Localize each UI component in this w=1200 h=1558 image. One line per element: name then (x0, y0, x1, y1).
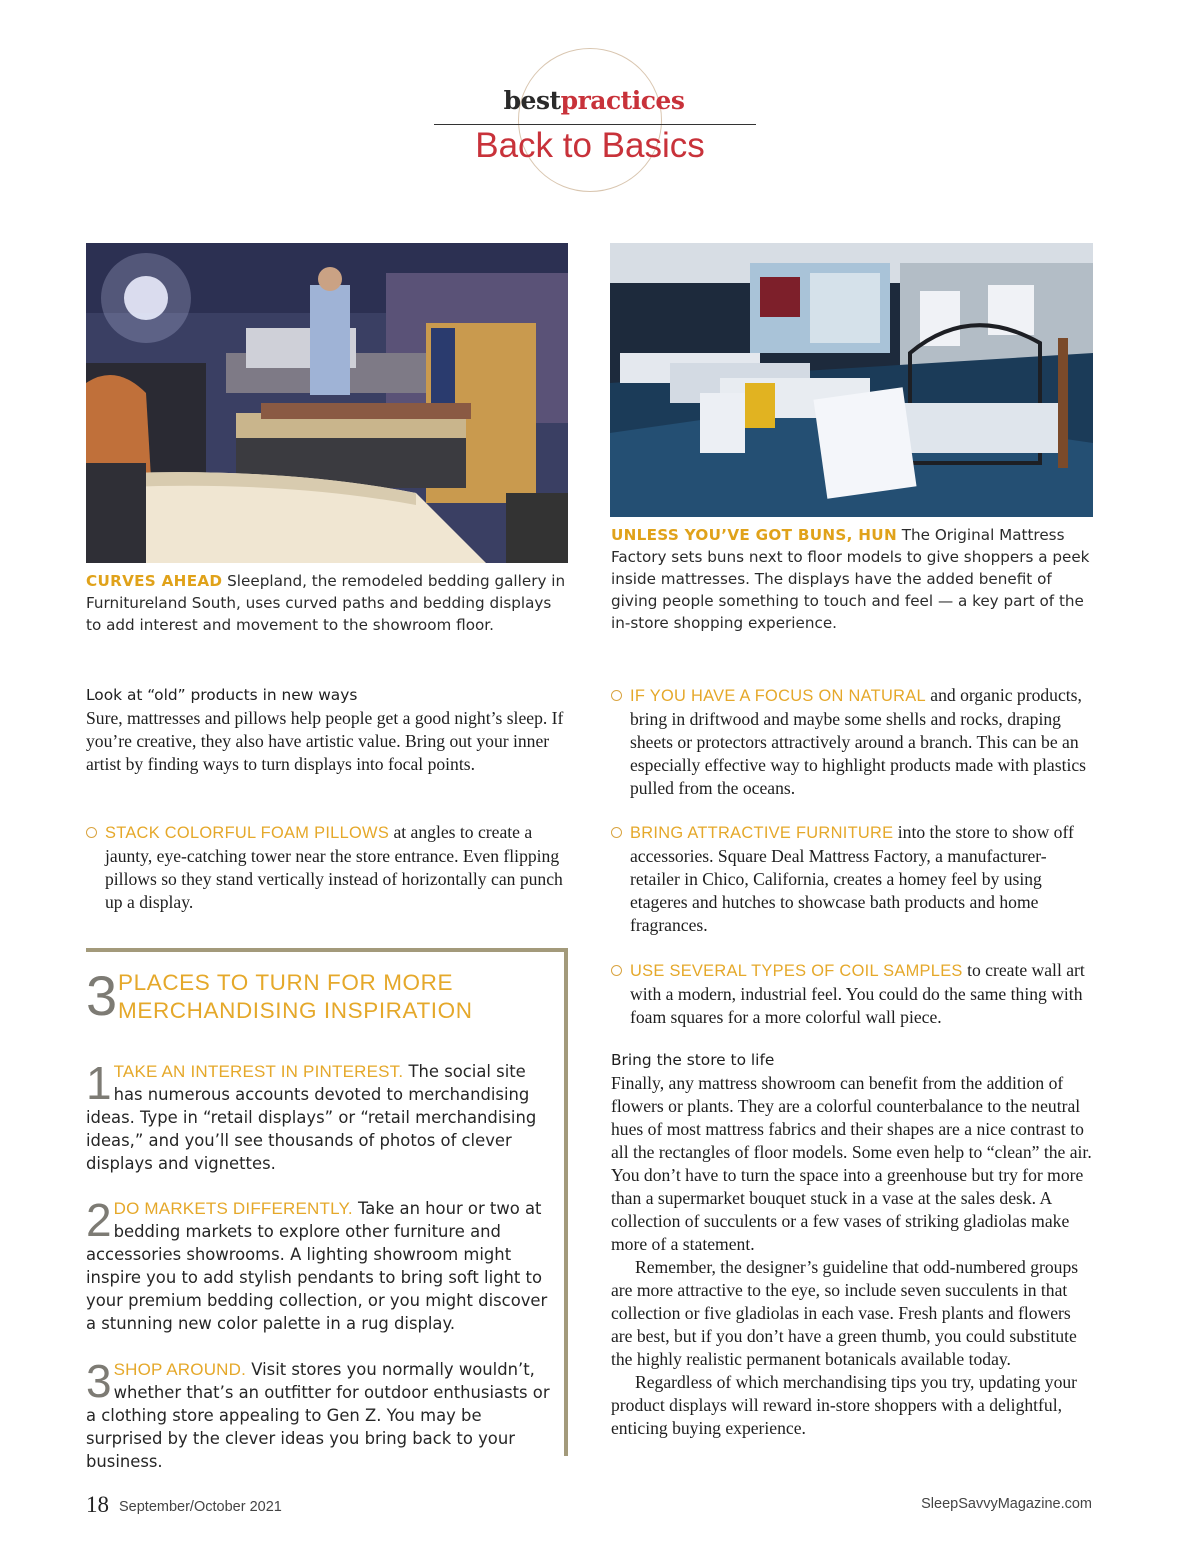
sidebar-item-lead: SHOP AROUND. (113, 1360, 247, 1379)
kicker-best: best (503, 86, 561, 115)
bullet-circle-icon (611, 690, 622, 701)
bullet-circle-icon (611, 965, 622, 976)
tip-lead: USE SEVERAL TYPES OF COIL SAMPLES (630, 962, 963, 980)
paragraph-conclusion: Regardless of which merchandising tips you try, updating your product displays will reward in-store shoppers with a delightful, enticing buying experience. (611, 1372, 1078, 1438)
sidebar-item-digit: 2 (86, 1194, 112, 1246)
sidebar-title-line1: PLACES TO TURN FOR MORE (118, 970, 454, 995)
caption-left-lead: CURVES AHEAD (86, 572, 223, 590)
subhead-old-products: Look at “old” products in new ways (86, 686, 358, 704)
sidebar-item-text: The social site has numerous accounts devoted to merchandising ideas. Type in “retail displays” or “retail merchandising ideas,” and you’ll see thousands of photos of clever displays and vignettes. (86, 1062, 537, 1173)
sidebar-title (118, 969, 538, 1025)
caption-right-text: The Original Mattress Factory sets buns next to floor models to give shoppers a peek inside mattresses. The displays have the added benefit of giving people something to touch and feel — a key part of the in-store shopping experience. (611, 526, 1090, 632)
page-header (0, 0, 1200, 200)
tip-text: into the store to show off accessories. Square Deal Mattress Factory, a manufacturer-retailer in Chico, California, creates a homey feel by using etageres and hutches to showcase bath products and home fragrances. (630, 822, 1074, 935)
bullet-circle-icon (86, 827, 97, 838)
tip-natural-focus (611, 684, 1093, 800)
sidebar-item-pinterest (86, 1057, 556, 1175)
sidebar-item-shop-around (86, 1355, 556, 1473)
sidebar-item-lead: TAKE AN INTEREST IN PINTEREST. (113, 1062, 404, 1081)
tip-body (630, 959, 1093, 1029)
tip-lead: IF YOU HAVE A FOCUS ON NATURAL (630, 687, 926, 705)
showroom-photo-original-mattress-factory (610, 243, 1093, 517)
header-rule (434, 124, 756, 125)
tip-body (630, 684, 1093, 800)
caption-right-lead: UNLESS YOU’VE GOT BUNS, HUN (611, 526, 897, 544)
tip-body (630, 821, 1093, 937)
paragraph-flowers: Finally, any mattress showroom can benefit from the addition of flowers or plants. They are a colorful counterbalance to the neutral hues of most mattress fabrics and their shapes are a nice contrast to all the rectangles of floor models. Some even help to “clean” the air. You don’t have to turn the space into a greenhouse but try for more than a supermarket bouquet stuck in a vase at the sales desk. A collection of succulents or a few vases of striking gladiolas make more of a statement. (611, 1073, 1092, 1254)
caption-left-photo (86, 570, 568, 636)
issue-date: September/October 2021 (119, 1499, 282, 1515)
sidebar-top-border (86, 948, 568, 952)
sidebar-right-border (564, 948, 568, 1456)
tip-foam-pillows (86, 821, 568, 914)
right-closing-section (611, 1049, 1093, 1440)
sidebar-item-digit: 3 (86, 1355, 112, 1407)
tip-text: and organic products, bring in driftwood and maybe some shells and rocks, draping sheets or protectors attractively around a branch. This can be an especially effective way to highlight products made with plastics pulled from the oceans. (630, 685, 1087, 798)
tip-lead: STACK COLORFUL FOAM PILLOWS (105, 824, 390, 842)
caption-right-photo (611, 524, 1093, 634)
tip-lead: BRING ATTRACTIVE FURNITURE (630, 824, 894, 842)
bullet-circle-icon (611, 827, 622, 838)
page-number: 18 (86, 1492, 109, 1517)
caption-left-text: Sleepland, the remodeled bedding gallery in Furnitureland South, uses curved paths and bedding displays to add interest and movement to the showroom floor. (86, 572, 566, 634)
subhead-store-to-life: Bring the store to life (611, 1051, 775, 1069)
tip-text: to create wall art with a modern, industrial feel. You could do the same thing with foam squares for a more colorful wall piece. (630, 960, 1085, 1027)
left-intro-section (86, 684, 564, 776)
paragraph-old-products: Sure, mattresses and pillows help people get a good night’s sleep. If you’re creative, they also have artistic value. Bring out your inner artist by finding ways to turn displays into focal points. (86, 708, 564, 774)
sidebar-item-text: Visit stores you normally wouldn’t, whether that’s an outfitter for outdoor enthusiasts or a clothing store appealing to Gen Z. You may be surprised by the clever ideas you bring back to your business. (86, 1360, 550, 1471)
header-circle-ornament (518, 48, 662, 192)
tip-attractive-furniture (611, 821, 1093, 937)
tip-text: at angles to create a jaunty, eye-catching tower near the store entrance. Even flipping pillows so they stand vertically instead of horizontally can punch up a display. (105, 822, 563, 912)
sidebar-title-line2: MERCHANDISING INSPIRATION (118, 998, 473, 1023)
magazine-site: SleepSavvyMagazine.com (921, 1496, 1092, 1512)
page-title: Back to Basics (475, 126, 705, 165)
sidebar-item-digit: 1 (86, 1057, 112, 1109)
tip-coil-samples (611, 959, 1093, 1029)
paragraph-odd-numbered: Remember, the designer’s guideline that odd-numbered groups are more attractive to the eye, so include seven succulents in that collection or five gladiolas in each vase. Fresh plants and flowers are best, but if you don’t have a green thumb, you could substitute the highly realistic permanent botanicals available today. (611, 1257, 1079, 1369)
showroom-photo-sleepland (86, 243, 568, 563)
sidebar-number: 3 (86, 964, 118, 1027)
sidebar-item-text: Take an hour or two at bedding markets to explore other furniture and accessories showrooms. A lighting showroom might inspire you to add stylish pendants to bring soft light to your premium bedding collection, or you might discover a stunning new color palette in a rug display. (86, 1199, 548, 1333)
tip-body (105, 821, 568, 914)
kicker-practices: practices (560, 86, 685, 115)
sidebar-item-markets (86, 1194, 556, 1335)
sidebar-item-lead: DO MARKETS DIFFERENTLY. (113, 1199, 353, 1218)
section-kicker (0, 86, 1188, 115)
